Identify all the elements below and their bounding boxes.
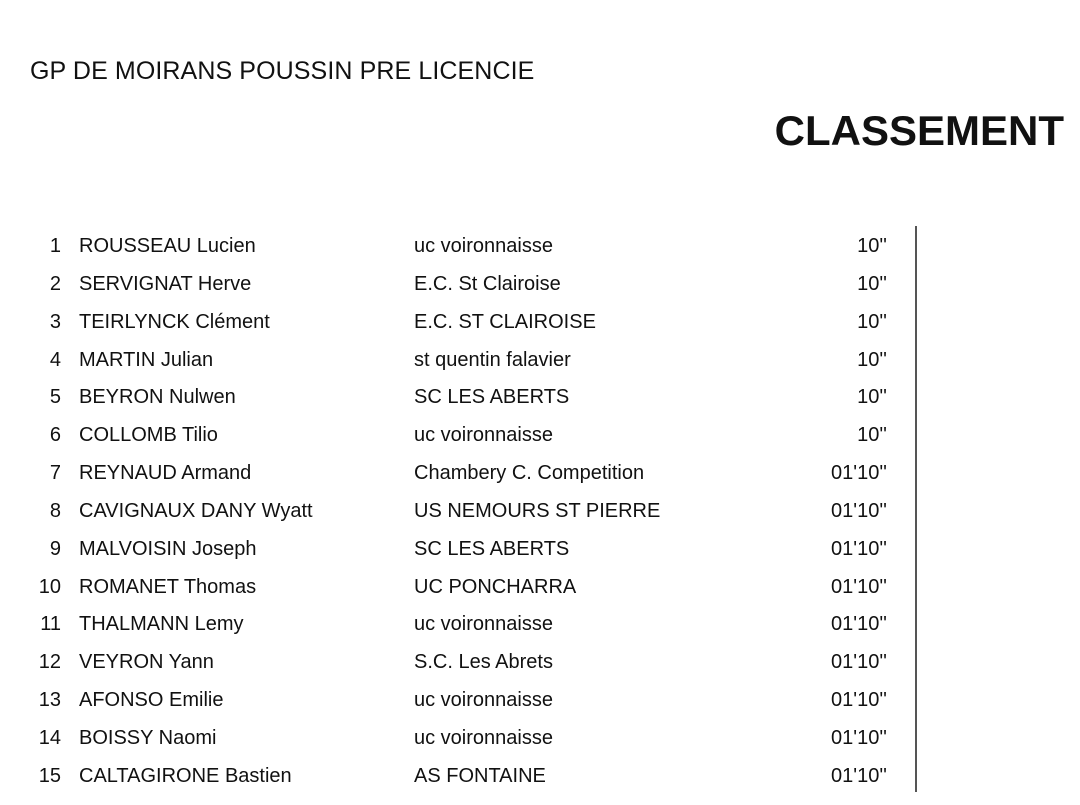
time-cell: 10'' <box>857 272 887 295</box>
result-row <box>0 341 1080 379</box>
result-row <box>0 378 1080 416</box>
rank-cell: 3 <box>49 310 61 333</box>
rider-name-cell: THALMANN Lemy <box>79 613 244 636</box>
time-cell: 01'10'' <box>831 651 887 674</box>
club-cell: SC LES ABERTS <box>414 537 570 560</box>
rider-name-cell: MARTIN Julian <box>79 348 214 371</box>
rider-name-cell: VEYRON Yann <box>79 651 214 674</box>
rider-name-cell: CALTAGIRONE Bastien <box>79 764 292 787</box>
rank-cell: 12 <box>38 651 61 674</box>
rank-cell: 5 <box>49 386 61 409</box>
result-row <box>0 719 1080 757</box>
rider-name-cell: BEYRON Nulwen <box>79 386 236 409</box>
club-cell: AS FONTAINE <box>414 764 546 787</box>
rank-cell: 10 <box>38 575 61 598</box>
rider-name-cell: AFONSO Emilie <box>79 689 224 712</box>
club-cell: UC PONCHARRA <box>414 575 577 598</box>
club-cell: S.C. Les Abrets <box>414 651 553 674</box>
rank-cell: 13 <box>38 689 61 712</box>
rank-cell: 14 <box>38 726 61 749</box>
result-row <box>0 530 1080 568</box>
result-row <box>0 265 1080 303</box>
rider-name-cell: SERVIGNAT Herve <box>79 272 252 295</box>
result-row <box>0 568 1080 606</box>
club-cell: Chambery C. Competition <box>414 462 645 485</box>
time-cell: 01'10'' <box>831 575 887 598</box>
time-cell: 01'10'' <box>831 499 887 522</box>
club-cell: US NEMOURS ST PIERRE <box>414 499 661 522</box>
rank-cell: 9 <box>49 537 61 560</box>
result-row <box>0 605 1080 643</box>
club-cell: E.C. ST CLAIROISE <box>414 310 596 333</box>
rank-cell: 15 <box>38 764 61 787</box>
results-table <box>0 227 1080 795</box>
result-row <box>0 681 1080 719</box>
result-row <box>0 643 1080 681</box>
time-cell: 01'10'' <box>831 726 887 749</box>
rider-name-cell: CAVIGNAUX DANY Wyatt <box>79 499 313 522</box>
club-cell: uc voironnaisse <box>414 613 553 636</box>
rank-cell: 1 <box>49 235 61 257</box>
result-row <box>0 416 1080 454</box>
rider-name-cell: COLLOMB Tilio <box>79 424 218 447</box>
time-cell: 01'10'' <box>831 689 887 712</box>
rider-name-cell: ROUSSEAU Lucien <box>79 235 256 257</box>
result-row <box>0 303 1080 341</box>
rider-name-cell: BOISSY Naomi <box>79 726 217 749</box>
club-cell: uc voironnaisse <box>414 424 553 447</box>
rider-name-cell: REYNAUD Armand <box>79 462 252 485</box>
column-divider <box>915 226 917 792</box>
rank-cell: 4 <box>49 348 61 371</box>
time-cell: 10'' <box>857 235 887 257</box>
time-cell: 01'10'' <box>831 537 887 560</box>
time-cell: 01'10'' <box>831 764 887 787</box>
rank-cell: 7 <box>49 462 61 485</box>
club-cell: uc voironnaisse <box>414 689 553 712</box>
club-cell: SC LES ABERTS <box>414 386 570 409</box>
time-cell: 10'' <box>857 386 887 409</box>
club-cell: E.C. St Clairoise <box>414 272 561 295</box>
time-cell: 01'10'' <box>831 462 887 485</box>
time-cell: 10'' <box>857 424 887 447</box>
rank-cell: 8 <box>49 499 61 522</box>
rank-cell: 6 <box>49 424 61 447</box>
club-cell: st quentin falavier <box>414 348 571 371</box>
time-cell: 01'10'' <box>831 613 887 636</box>
rank-cell: 2 <box>49 272 61 295</box>
result-row <box>0 227 1080 265</box>
event-title: GP DE MOIRANS POUSSIN PRE LICENCIE <box>30 57 535 85</box>
rider-name-cell: MALVOISIN Joseph <box>79 537 257 560</box>
result-row <box>0 492 1080 530</box>
club-cell: uc voironnaisse <box>414 235 553 257</box>
result-row <box>0 454 1080 492</box>
time-cell: 10'' <box>857 310 887 333</box>
rider-name-cell: ROMANET Thomas <box>79 575 257 598</box>
club-cell: uc voironnaisse <box>414 726 553 749</box>
rank-cell: 11 <box>40 613 61 636</box>
page-title: CLASSEMENT <box>774 107 1064 154</box>
time-cell: 10'' <box>857 348 887 371</box>
rider-name-cell: TEIRLYNCK Clément <box>79 310 270 333</box>
result-row <box>0 757 1080 795</box>
